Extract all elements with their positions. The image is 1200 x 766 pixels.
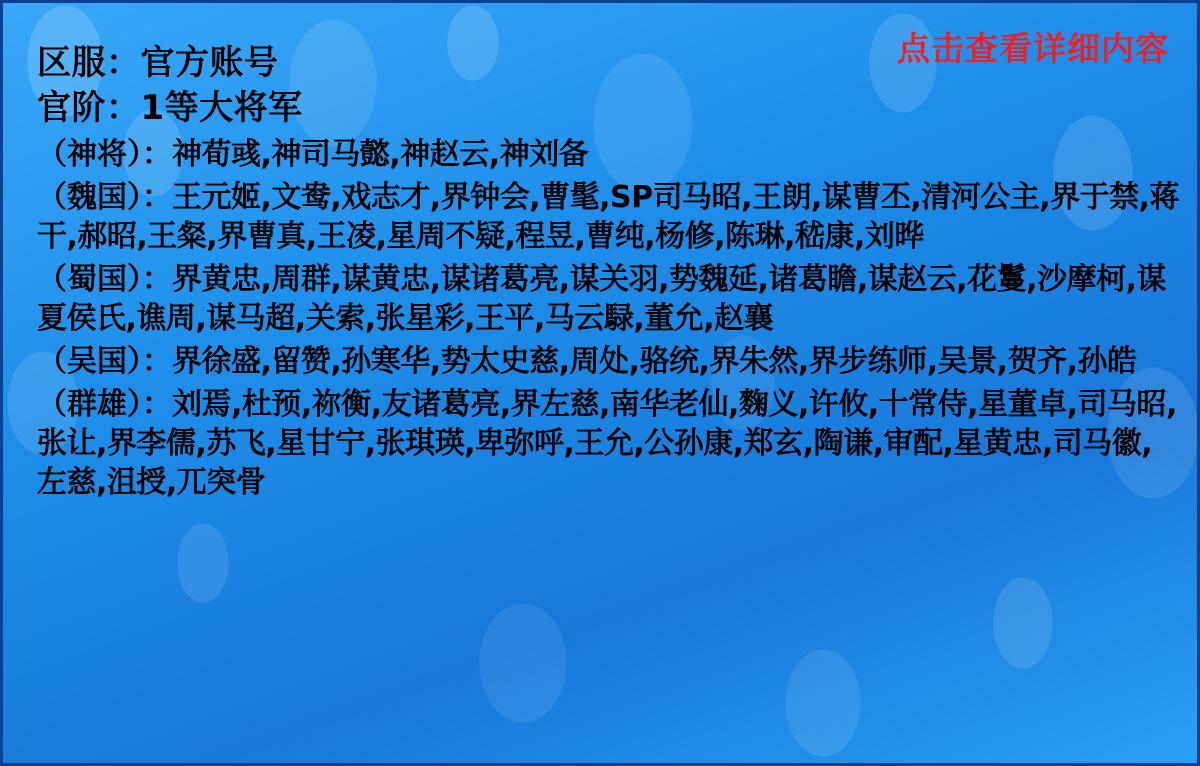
faction-label-wu: （吴国）： (37, 343, 172, 379)
account-details-content (37, 41, 1181, 502)
faction-list-wei: 王元姬,文鸯,戏志才,界钟会,曹髦,SP司马昭,王朗,谋曹丕,清河公主,界于禁,蒋干,郝昭,王粲,界曹真,王凌,星周不疑,程昱,曹纯,杨修,陈琳,嵇康,刘晔 (37, 179, 1180, 254)
faction-label-qunxiong: （群雄）： (37, 386, 172, 422)
faction-block-shu (37, 260, 1181, 338)
faction-block-wei (37, 178, 1181, 256)
faction-label-wei: （魏国）： (37, 179, 172, 215)
click-for-details-banner[interactable]: 点击查看详细内容 (897, 29, 1169, 68)
faction-block-wu (37, 342, 1181, 381)
rank-line: 官阶：1等大将军 (37, 87, 303, 128)
server-line: 区服：官方账号 (37, 43, 279, 83)
faction-label-shenjiang: （神将）： (37, 136, 172, 172)
faction-label-shu: （蜀国）： (37, 261, 172, 297)
faction-list-qunxiong: 刘焉,杜预,祢衡,友诸葛亮,界左慈,南华老仙,麴义,许攸,十常侍,星董卓,司马昭,张让,界李儒,苏飞,星甘宁,张琪瑛,卑弥呼,王允,公孙康,郑玄,陶谦,审配,星黄忠,司马徽,左慈,沮授,兀突骨 (37, 386, 1177, 500)
faction-list-shu: 界黄忠,周群,谋黄忠,谋诸葛亮,谋关羽,势魏延,诸葛瞻,谋赵云,花鬘,沙摩柯,谋夏侯氏,谯周,谋马超,关索,张星彩,王平,马云騄,董允,赵襄 (37, 261, 1166, 336)
faction-block-shenjiang (37, 135, 1181, 174)
faction-block-qunxiong (37, 385, 1181, 502)
faction-list-wu: 界徐盛,留赞,孙寒华,势太史慈,周处,骆统,界朱然,界步练师,吴景,贺齐,孙皓 (172, 343, 1137, 379)
faction-list-shenjiang: 神荀彧,神司马懿,神赵云,神刘备 (172, 136, 589, 172)
